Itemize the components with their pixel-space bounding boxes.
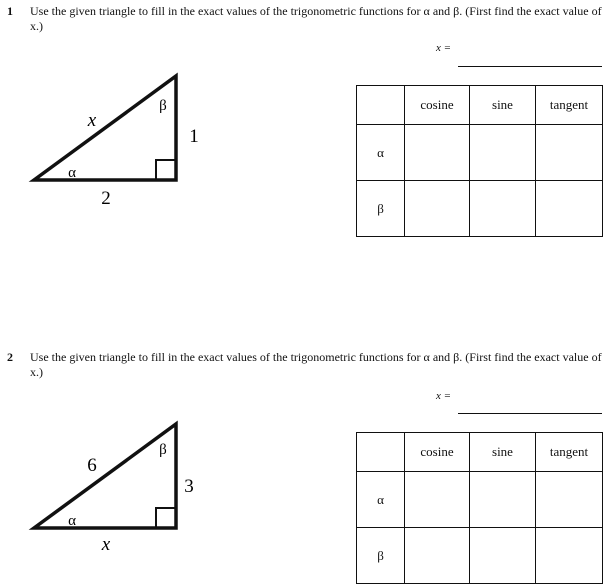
problem-1-beta-cosine-cell[interactable] [405, 181, 470, 237]
problem-1-x-label: x = [436, 42, 452, 54]
problem-1-beta-label: β [159, 98, 167, 114]
problem-2-header-tangent: tangent [536, 433, 603, 472]
problem-2-hypotenuse-label: 6 [87, 455, 97, 476]
problem-1-beta-sine-cell[interactable] [470, 181, 536, 237]
problem-1-x-answer-line[interactable] [458, 66, 602, 67]
problem-2-number: 2 [7, 350, 13, 364]
problem-2-beta-cosine-cell[interactable] [405, 528, 470, 584]
problem-1-row-alpha [357, 125, 603, 181]
problem-1-number: 1 [7, 4, 13, 18]
problem-2-row-alpha [357, 472, 603, 528]
problem-1-row-beta [357, 181, 603, 237]
problem-2-instruction: Use the given triangle to fill in the exact values of the trigonometric functions for α and β. (First find the exact value of x.) [30, 350, 602, 379]
problem-1-alpha-tangent-cell[interactable] [536, 125, 603, 181]
problem-1-triangle [20, 70, 220, 220]
problem-1-hypotenuse-label: x [87, 110, 97, 131]
problem-1-header-cosine: cosine [405, 86, 470, 125]
problem-2-header-sine: sine [470, 433, 536, 472]
problem-1-header-row [357, 86, 603, 125]
problem-1-alpha-cosine-cell[interactable] [405, 125, 470, 181]
problem-1-base-label: 2 [101, 188, 111, 209]
problem-1-row-alpha-label: α [357, 125, 405, 181]
problem-1-alpha-sine-cell[interactable] [470, 125, 536, 181]
problem-2-beta-sine-cell[interactable] [470, 528, 536, 584]
problem-2-triangle [20, 418, 220, 568]
problem-2-header-cosine: cosine [405, 433, 470, 472]
problem-1-corner-cell [357, 86, 405, 125]
problem-1-triangle-shape [34, 76, 176, 180]
problem-2-alpha-label: α [68, 513, 76, 529]
problem-2-right-angle-marker [156, 508, 176, 528]
problem-2-trig-table [356, 432, 603, 584]
problem-1-alpha-label: α [68, 165, 76, 181]
problem-2-row-beta-label: β [357, 528, 405, 584]
problem-2-alpha-cosine-cell[interactable] [405, 472, 470, 528]
problem-2-alpha-tangent-cell[interactable] [536, 472, 603, 528]
problem-2-alpha-sine-cell[interactable] [470, 472, 536, 528]
problem-1-beta-tangent-cell[interactable] [536, 181, 603, 237]
problem-2-row-beta [357, 528, 603, 584]
problem-1-instruction: Use the given triangle to fill in the exact values of the trigonometric functions for α and β. (First find the exact value of x.) [30, 4, 602, 33]
problem-2-beta-label: β [159, 442, 167, 458]
problem-1-trig-table [356, 85, 603, 237]
problem-2-row-alpha-label: α [357, 472, 405, 528]
problem-2-triangle-shape [34, 424, 176, 528]
problem-2-x-answer-line[interactable] [458, 413, 602, 414]
problem-2-beta-tangent-cell[interactable] [536, 528, 603, 584]
problem-1-vertical-label: 1 [189, 126, 199, 147]
problem-2-header-row [357, 433, 603, 472]
problem-1-right-angle-marker [156, 160, 176, 180]
problem-1-row-beta-label: β [357, 181, 405, 237]
problem-2-corner-cell [357, 433, 405, 472]
problem-2-x-label: x = [436, 390, 452, 402]
problem-1-header-sine: sine [470, 86, 536, 125]
problem-2-vertical-label: 3 [184, 476, 194, 497]
problem-2-base-label: x [101, 534, 111, 555]
problem-1-header-tangent: tangent [536, 86, 603, 125]
